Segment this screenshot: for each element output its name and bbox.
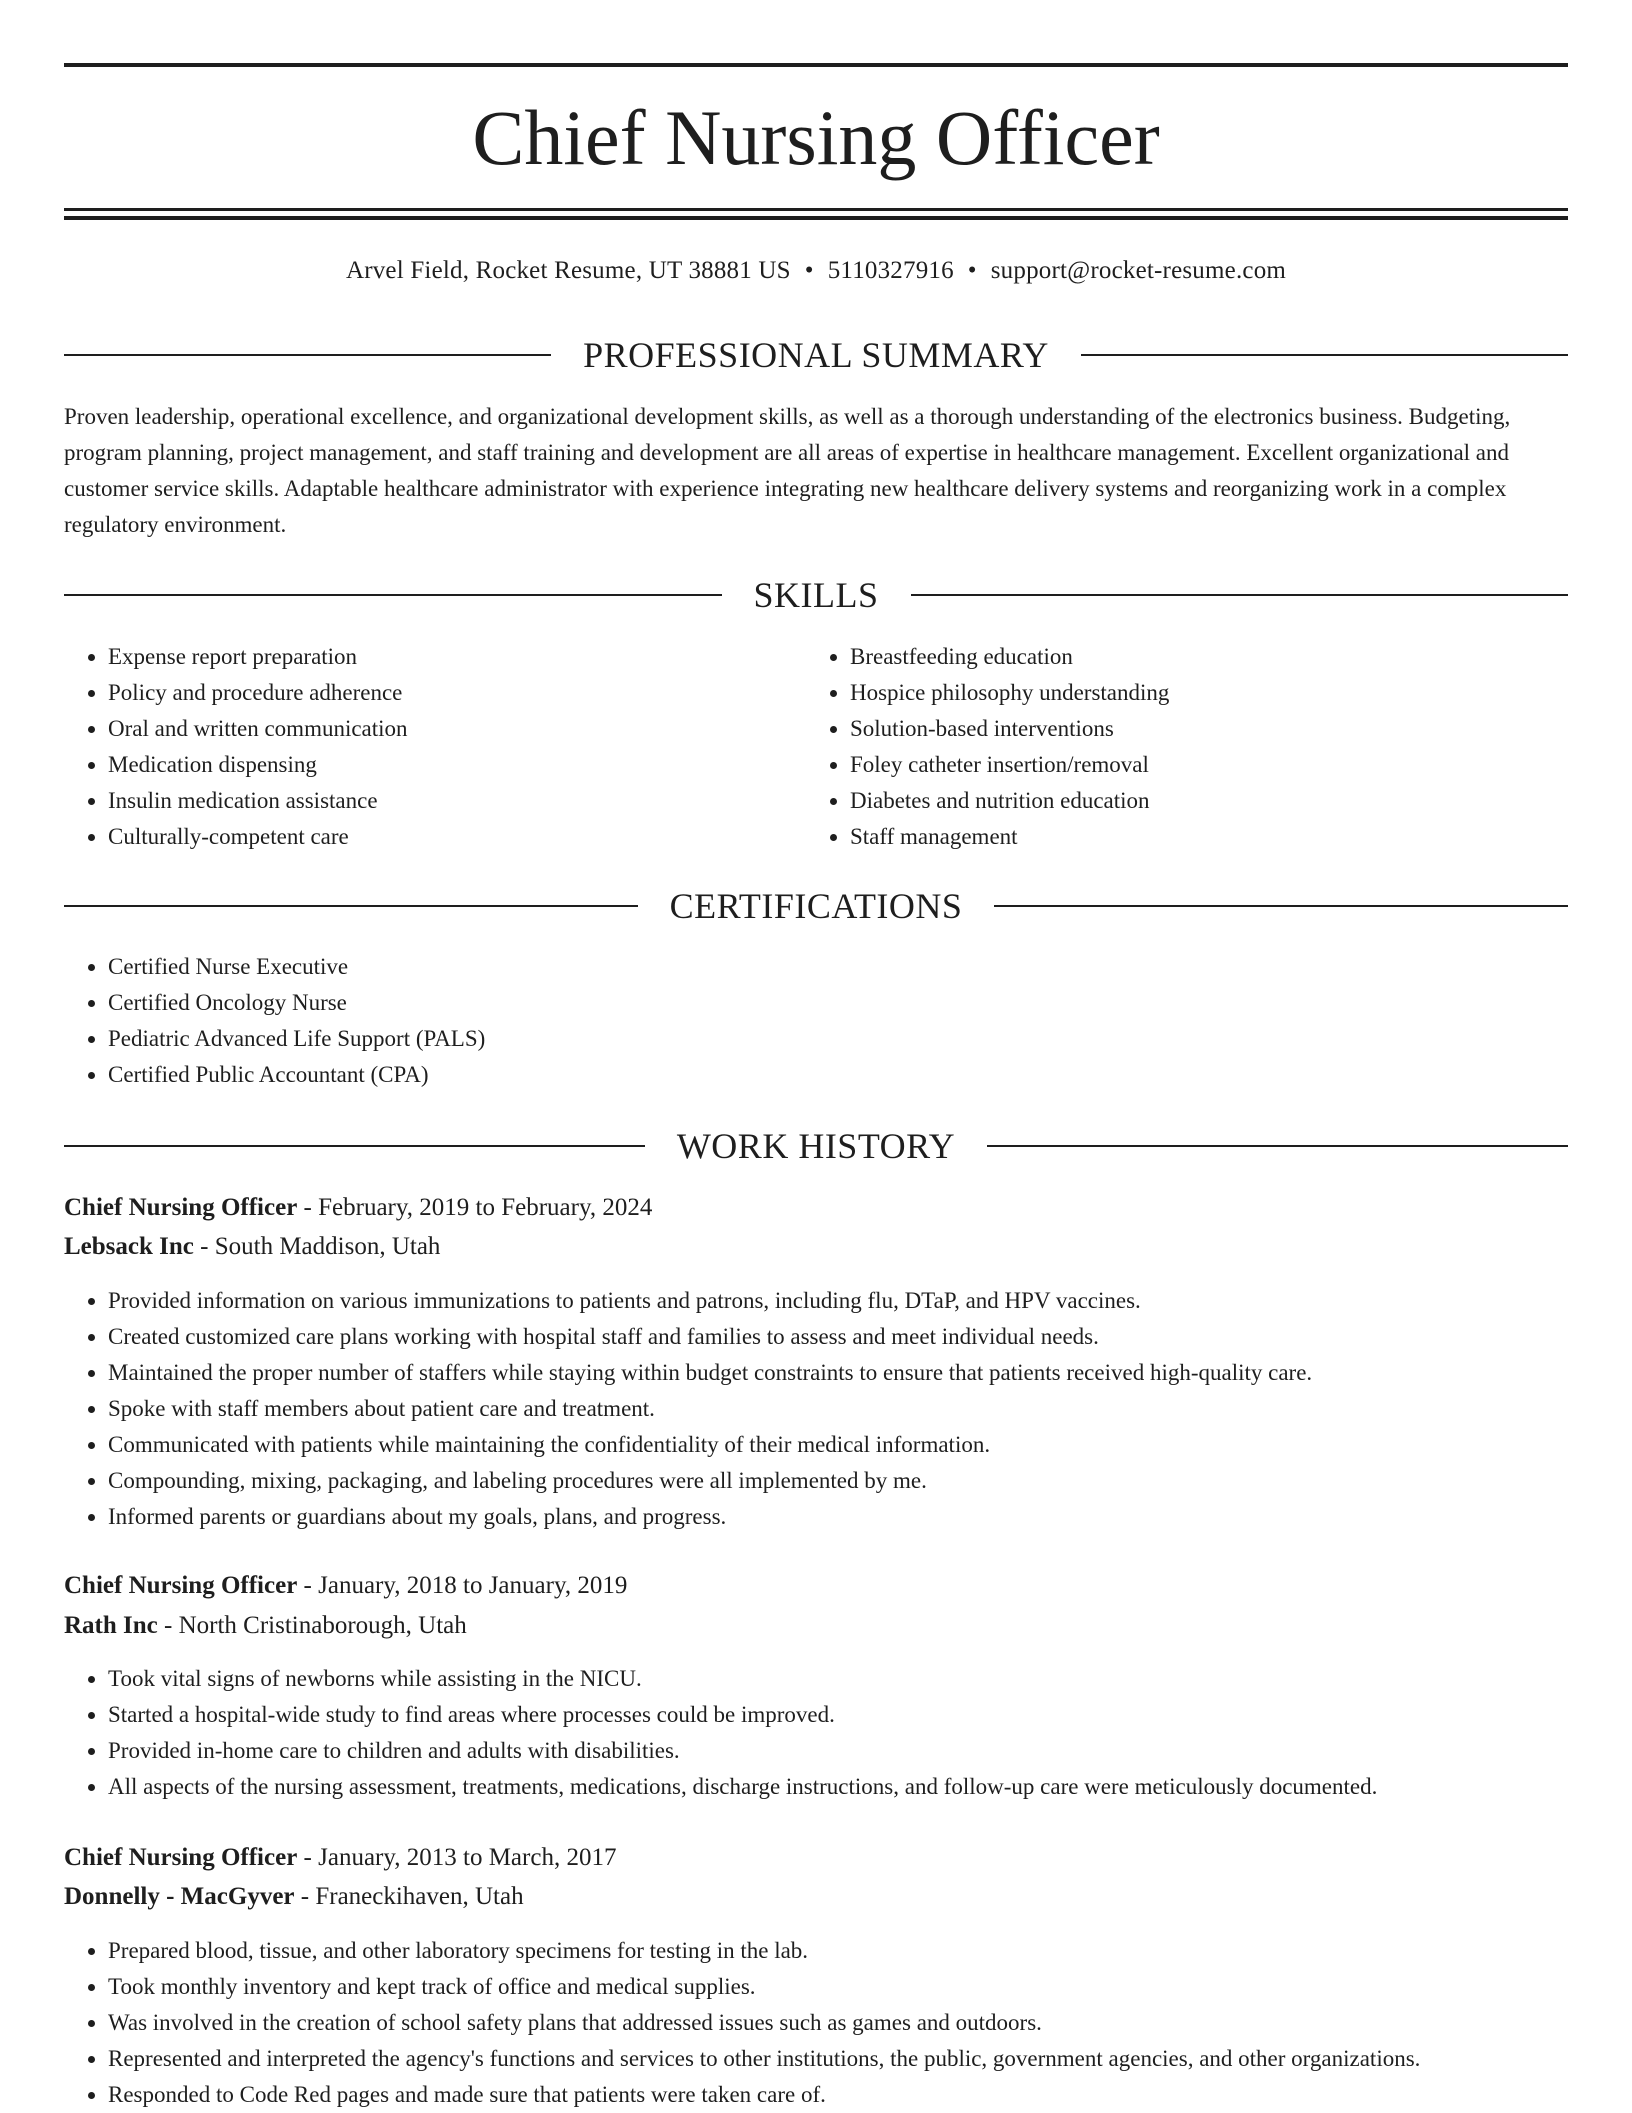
- summary-text: Proven leadership, operational excellence, and organizational development skills, as well as a thorough understanding of the electronics business. Budgeting, program planning, project management, and staff training and development are all areas of expertise in healthcare management. Excellent organizational and customer service skills. Adaptable healthcare administrator with experience integrating new healthcare delivery systems and reorganizing work in a complex regulatory environment.: [64, 404, 1511, 537]
- skills-list-left: [64, 639, 808, 855]
- job-bullets: [64, 1283, 1568, 1535]
- job-location: South Maddison, Utah: [214, 1233, 441, 1260]
- divider: [1081, 354, 1568, 356]
- contact-phone: 5110327916: [827, 257, 954, 284]
- divider: [64, 594, 722, 596]
- job-bullet: • Took vital signs of newborns while assisting in the NICU.: [108, 1661, 1568, 1697]
- contact-line: [64, 253, 1568, 289]
- divider: [994, 905, 1568, 907]
- job-bullet: • Created customized care plans working with hospital staff and families to assess and meet individual needs.: [108, 1319, 1568, 1355]
- skill-item: • Staff management: [850, 819, 1590, 855]
- job-company: Lebsack Inc: [64, 1233, 194, 1260]
- contact-email: support@rocket-resume.com: [990, 257, 1287, 284]
- skill-item: • Hospice philosophy understanding: [850, 675, 1590, 711]
- contact-address: Arvel Field, Rocket Resume, UT 38881 US: [345, 257, 791, 284]
- job-bullet: • Provided information on various immunizations to patients and patrons, including flu, DTaP, and HPV vaccines.: [108, 1283, 1568, 1319]
- certifications-heading: [64, 884, 1568, 928]
- section-title-certifications: CERTIFICATIONS: [669, 886, 963, 926]
- job-bullet: • Represented and interpreted the agency's functions and services to other institutions, the public, government agencies, and other organizations.: [108, 2041, 1568, 2077]
- contact-separator: •: [967, 257, 977, 284]
- job-title-line: Chief Nursing Officer - February, 2019 to February, 2024: [64, 1194, 653, 1221]
- job-company-line: Donnelly - MacGyver - Franeckihaven, Utah: [64, 1883, 524, 1910]
- page-title: Chief Nursing Officer: [472, 94, 1160, 181]
- job-title: Chief Nursing Officer: [64, 1194, 298, 1221]
- skills-list-right: [806, 639, 1590, 855]
- skill-item: • Breastfeeding education: [850, 639, 1590, 675]
- job-bullet: • Provided in-home care to children and adults with disabilities.: [108, 1733, 1568, 1769]
- job-location: Franeckihaven, Utah: [315, 1883, 524, 1910]
- job-bullet: • Spoke with staff members about patient care and treatment.: [108, 1391, 1568, 1427]
- certifications-list: [64, 949, 1568, 1093]
- job-title: Chief Nursing Officer: [64, 1844, 298, 1871]
- job-bullets: [64, 1933, 1568, 2113]
- job-bullet: • Started a hospital-wide study to find areas where processes could be improved.: [108, 1697, 1568, 1733]
- certification-item: • Certified Public Accountant (CPA): [108, 1057, 1568, 1093]
- job-location: North Cristinaborough, Utah: [178, 1612, 467, 1639]
- job-bullet: • Compounding, mixing, packaging, and labeling procedures were all implemented by me.: [108, 1463, 1568, 1499]
- work-history-heading: [64, 1124, 1568, 1168]
- certification-item: • Certified Nurse Executive: [108, 949, 1568, 985]
- job-bullet: • Took monthly inventory and kept track of office and medical supplies.: [108, 1969, 1568, 2005]
- divider: [64, 905, 638, 907]
- job-bullet: • Maintained the proper number of staffers while staying within budget constraints to ensure that patients received high-quality care.: [108, 1355, 1568, 1391]
- certification-item: • Certified Oncology Nurse: [108, 985, 1568, 1021]
- job-company-line: Lebsack Inc - South Maddison, Utah: [64, 1233, 441, 1260]
- header-bottom-rule: [64, 208, 1568, 211]
- job-bullet: • Informed parents or guardians about my goals, plans, and progress.: [108, 1499, 1568, 1535]
- job-title: Chief Nursing Officer: [64, 1572, 298, 1599]
- skill-item: • Culturally-competent care: [108, 819, 808, 855]
- job-bullet: • All aspects of the nursing assessment, treatments, medications, discharge instructions, and follow-up care were meticulously documented.: [108, 1769, 1568, 1805]
- job-bullet: • Prepared blood, tissue, and other laboratory specimens for testing in the lab.: [108, 1933, 1568, 1969]
- section-title-skills: SKILLS: [753, 575, 879, 615]
- section-title-summary: PROFESSIONAL SUMMARY: [583, 335, 1049, 375]
- job-dates: January, 2013 to March, 2017: [318, 1844, 617, 1871]
- section-title-work-history: WORK HISTORY: [676, 1126, 956, 1166]
- skill-item: • Oral and written communication: [108, 711, 808, 747]
- summary-heading: [64, 333, 1568, 377]
- job-bullet: • Communicated with patients while maintaining the confidentiality of their medical information.: [108, 1427, 1568, 1463]
- job-bullet: • Responded to Code Red pages and made sure that patients were taken care of.: [108, 2077, 1568, 2113]
- divider: [987, 1145, 1568, 1147]
- divider: [911, 594, 1569, 596]
- job-bullets: [64, 1661, 1568, 1805]
- divider: [64, 1145, 645, 1147]
- skill-item: • Expense report preparation: [108, 639, 808, 675]
- skills-heading: [64, 573, 1568, 617]
- skill-item: • Foley catheter insertion/removal: [850, 747, 1590, 783]
- contact-separator: •: [804, 257, 814, 284]
- job-company: Rath Inc: [64, 1612, 158, 1639]
- job-bullet: • Was involved in the creation of school safety plans that addressed issues such as games and outdoors.: [108, 2005, 1568, 2041]
- divider: [64, 354, 551, 356]
- header-top-rule: [64, 63, 1568, 67]
- job-company: Donnelly - MacGyver: [64, 1883, 295, 1910]
- certification-item: • Pediatric Advanced Life Support (PALS): [108, 1021, 1568, 1057]
- job-dates: February, 2019 to February, 2024: [318, 1194, 653, 1221]
- skill-item: • Policy and procedure adherence: [108, 675, 808, 711]
- skill-item: • Diabetes and nutrition education: [850, 783, 1590, 819]
- skill-item: • Solution-based interventions: [850, 711, 1590, 747]
- job-title-line: Chief Nursing Officer - January, 2013 to March, 2017: [64, 1844, 617, 1871]
- job-title-line: Chief Nursing Officer - January, 2018 to January, 2019: [64, 1572, 628, 1599]
- skill-item: • Medication dispensing: [108, 747, 808, 783]
- job-dates: January, 2018 to January, 2019: [318, 1572, 628, 1599]
- job-company-line: Rath Inc - North Cristinaborough, Utah: [64, 1612, 467, 1639]
- header-bottom-rule-thick: [64, 216, 1568, 220]
- skill-item: • Insulin medication assistance: [108, 783, 808, 819]
